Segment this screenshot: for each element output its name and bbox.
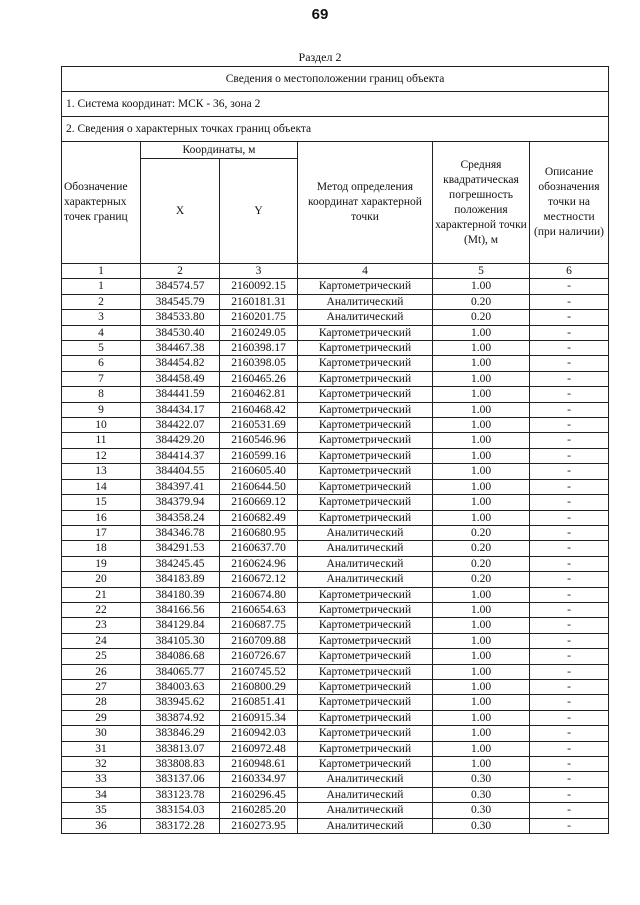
coord-y: 2160546.96: [220, 433, 298, 448]
table-row: [62, 572, 609, 587]
table-row: [62, 726, 609, 741]
error-value: 1.00: [433, 664, 530, 679]
point-number: 32: [62, 757, 141, 772]
error-value: 0.20: [433, 294, 530, 309]
error-value: 0.20: [433, 525, 530, 540]
header-point: Обозначение характерных точек границ: [62, 142, 141, 264]
coord-x: 383137.06: [141, 772, 220, 787]
description: -: [530, 279, 609, 294]
method: Картометрический: [298, 279, 433, 294]
table-row: [62, 479, 609, 494]
description: -: [530, 726, 609, 741]
coord-y: 2160800.29: [220, 679, 298, 694]
coord-x: 384003.63: [141, 679, 220, 694]
method: Картометрический: [298, 448, 433, 463]
point-number: 9: [62, 402, 141, 417]
coord-x: 384429.20: [141, 433, 220, 448]
coord-y: 2160948.61: [220, 757, 298, 772]
point-number: 16: [62, 510, 141, 525]
coord-y: 2160462.81: [220, 387, 298, 402]
method: Картометрический: [298, 602, 433, 617]
header-coords: Координаты, м: [141, 142, 298, 159]
point-number: 36: [62, 818, 141, 833]
table-row: [62, 525, 609, 540]
error-value: 1.00: [433, 679, 530, 694]
coord-y: 2160915.34: [220, 710, 298, 725]
description: -: [530, 541, 609, 556]
coord-y: 2160249.05: [220, 325, 298, 340]
description: -: [530, 679, 609, 694]
coord-x: 384183.89: [141, 572, 220, 587]
point-number: 20: [62, 572, 141, 587]
table-row: [62, 695, 609, 710]
error-value: 0.30: [433, 818, 530, 833]
point-number: 11: [62, 433, 141, 448]
coord-x: 384422.07: [141, 418, 220, 433]
coord-system-row: 1. Система координат: МСК - 36, зона 2: [62, 92, 609, 117]
error-value: 1.00: [433, 633, 530, 648]
description: -: [530, 556, 609, 571]
coord-y: 2160334.97: [220, 772, 298, 787]
column-number: 1: [62, 264, 141, 279]
table-row: [62, 818, 609, 833]
description: -: [530, 418, 609, 433]
coord-x: 384358.24: [141, 510, 220, 525]
point-number: 21: [62, 587, 141, 602]
error-value: 1.00: [433, 495, 530, 510]
point-number: 25: [62, 649, 141, 664]
method: Картометрический: [298, 402, 433, 417]
error-value: 1.00: [433, 726, 530, 741]
table-row: [62, 679, 609, 694]
point-number: 28: [62, 695, 141, 710]
table-row: [62, 495, 609, 510]
point-number: 3: [62, 310, 141, 325]
coord-y: 2160296.45: [220, 787, 298, 802]
table-row: [62, 510, 609, 525]
coord-x: 384065.77: [141, 664, 220, 679]
table-row: [62, 356, 609, 371]
error-value: 1.00: [433, 448, 530, 463]
method: Картометрический: [298, 510, 433, 525]
description: -: [530, 587, 609, 602]
table-row: [62, 279, 609, 294]
table-row: [62, 618, 609, 633]
point-number: 2: [62, 294, 141, 309]
column-number: 3: [220, 264, 298, 279]
method: Картометрический: [298, 341, 433, 356]
coord-x: 383123.78: [141, 787, 220, 802]
coord-x: 384086.68: [141, 649, 220, 664]
coord-x: 384441.59: [141, 387, 220, 402]
header-method: Метод определения координат характерной точки: [298, 142, 433, 264]
error-value: 0.30: [433, 787, 530, 802]
coord-x: 384530.40: [141, 325, 220, 340]
description: -: [530, 402, 609, 417]
error-value: 1.00: [433, 402, 530, 417]
coord-x: 384291.53: [141, 541, 220, 556]
method: Аналитический: [298, 525, 433, 540]
method: Картометрический: [298, 695, 433, 710]
coord-y: 2160972.48: [220, 741, 298, 756]
table-row: [62, 741, 609, 756]
method: Картометрический: [298, 356, 433, 371]
description: -: [530, 310, 609, 325]
page-number: 69: [311, 6, 329, 23]
method: Аналитический: [298, 294, 433, 309]
error-value: 1.00: [433, 710, 530, 725]
description: -: [530, 510, 609, 525]
table-row: [62, 664, 609, 679]
method: Аналитический: [298, 772, 433, 787]
coord-x: 384379.94: [141, 495, 220, 510]
header-y: Y: [220, 159, 298, 264]
coord-x: 384129.84: [141, 618, 220, 633]
coord-y: 2160092.15: [220, 279, 298, 294]
method: Аналитический: [298, 572, 433, 587]
table-row: [62, 541, 609, 556]
coord-x: 383874.92: [141, 710, 220, 725]
coord-x: 384533.80: [141, 310, 220, 325]
coord-y: 2160745.52: [220, 664, 298, 679]
error-value: 1.00: [433, 479, 530, 494]
description: -: [530, 572, 609, 587]
coord-x: 384458.49: [141, 371, 220, 386]
coord-y: 2160672.12: [220, 572, 298, 587]
coord-y: 2160285.20: [220, 803, 298, 818]
point-number: 5: [62, 341, 141, 356]
table-title: Сведения о местоположении границ объекта: [62, 67, 609, 92]
description: -: [530, 664, 609, 679]
method: Картометрический: [298, 325, 433, 340]
column-numbers-row: [62, 264, 609, 279]
error-value: 1.00: [433, 433, 530, 448]
description: -: [530, 772, 609, 787]
coord-y: 2160674.80: [220, 587, 298, 602]
error-value: 1.00: [433, 464, 530, 479]
error-value: 1.00: [433, 371, 530, 386]
method: Картометрический: [298, 464, 433, 479]
coord-x: 384166.56: [141, 602, 220, 617]
method: Аналитический: [298, 818, 433, 833]
error-value: 1.00: [433, 618, 530, 633]
description: -: [530, 433, 609, 448]
method: Аналитический: [298, 310, 433, 325]
error-value: 1.00: [433, 695, 530, 710]
coord-x: 384105.30: [141, 633, 220, 648]
coord-x: 383808.83: [141, 757, 220, 772]
error-value: 0.20: [433, 310, 530, 325]
coord-x: 383945.62: [141, 695, 220, 710]
table-row: [62, 294, 609, 309]
table-row: [62, 587, 609, 602]
method: Картометрический: [298, 495, 433, 510]
error-value: 1.00: [433, 325, 530, 340]
coord-y: 2160468.42: [220, 402, 298, 417]
coord-y: 2160669.12: [220, 495, 298, 510]
method: Картометрический: [298, 387, 433, 402]
description: -: [530, 525, 609, 540]
point-number: 18: [62, 541, 141, 556]
coord-y: 2160605.40: [220, 464, 298, 479]
table-row: [62, 803, 609, 818]
coord-y: 2160624.96: [220, 556, 298, 571]
coord-x: 384467.38: [141, 341, 220, 356]
coord-y: 2160709.88: [220, 633, 298, 648]
coord-x: 384404.55: [141, 464, 220, 479]
method: Аналитический: [298, 541, 433, 556]
method: Картометрический: [298, 757, 433, 772]
method: Картометрический: [298, 726, 433, 741]
coord-x: 384414.37: [141, 448, 220, 463]
description: -: [530, 618, 609, 633]
method: Картометрический: [298, 479, 433, 494]
method: Аналитический: [298, 787, 433, 802]
table-row: [62, 464, 609, 479]
coord-y: 2160726.67: [220, 649, 298, 664]
table-row: [62, 602, 609, 617]
coord-x: 384397.41: [141, 479, 220, 494]
description: -: [530, 448, 609, 463]
coord-y: 2160654.63: [220, 602, 298, 617]
error-value: 1.00: [433, 418, 530, 433]
error-value: 1.00: [433, 356, 530, 371]
point-number: 14: [62, 479, 141, 494]
description: -: [530, 341, 609, 356]
coord-y: 2160273.95: [220, 818, 298, 833]
description: -: [530, 294, 609, 309]
coord-x: 383846.29: [141, 726, 220, 741]
coord-x: 384245.45: [141, 556, 220, 571]
table-row: [62, 325, 609, 340]
point-number: 23: [62, 618, 141, 633]
coord-y: 2160687.75: [220, 618, 298, 633]
coord-y: 2160531.69: [220, 418, 298, 433]
method: Картометрический: [298, 418, 433, 433]
point-number: 27: [62, 679, 141, 694]
description: -: [530, 695, 609, 710]
point-number: 17: [62, 525, 141, 540]
error-value: 1.00: [433, 757, 530, 772]
table-row: [62, 402, 609, 417]
description: -: [530, 479, 609, 494]
point-number: 31: [62, 741, 141, 756]
table-row: [62, 649, 609, 664]
coord-y: 2160644.50: [220, 479, 298, 494]
error-value: 1.00: [433, 387, 530, 402]
point-number: 8: [62, 387, 141, 402]
description: -: [530, 495, 609, 510]
coord-y: 2160398.17: [220, 341, 298, 356]
table-row: [62, 556, 609, 571]
column-number: 6: [530, 264, 609, 279]
point-number: 19: [62, 556, 141, 571]
error-value: 1.00: [433, 341, 530, 356]
point-number: 26: [62, 664, 141, 679]
description: -: [530, 649, 609, 664]
method: Картометрический: [298, 679, 433, 694]
description: -: [530, 818, 609, 833]
table-row: [62, 310, 609, 325]
error-value: 0.20: [433, 556, 530, 571]
point-number: 33: [62, 772, 141, 787]
coord-y: 2160851.41: [220, 695, 298, 710]
boundary-points-table: [61, 66, 609, 834]
point-number: 12: [62, 448, 141, 463]
method: Картометрический: [298, 433, 433, 448]
point-number: 10: [62, 418, 141, 433]
error-value: 1.00: [433, 510, 530, 525]
error-value: 1.00: [433, 602, 530, 617]
method: Картометрический: [298, 587, 433, 602]
description: -: [530, 803, 609, 818]
point-number: 22: [62, 602, 141, 617]
coord-y: 2160942.03: [220, 726, 298, 741]
point-number: 35: [62, 803, 141, 818]
error-value: 1.00: [433, 741, 530, 756]
description: -: [530, 633, 609, 648]
method: Картометрический: [298, 664, 433, 679]
error-value: 1.00: [433, 649, 530, 664]
table-row: [62, 448, 609, 463]
point-number: 7: [62, 371, 141, 386]
description: -: [530, 464, 609, 479]
method: Аналитический: [298, 556, 433, 571]
coord-x: 384454.82: [141, 356, 220, 371]
point-number: 1: [62, 279, 141, 294]
header-x: X: [141, 159, 220, 264]
table-row: [62, 371, 609, 386]
error-value: 0.30: [433, 772, 530, 787]
description: -: [530, 325, 609, 340]
table-row: [62, 433, 609, 448]
table-row: [62, 633, 609, 648]
table-row: [62, 710, 609, 725]
method: Картометрический: [298, 633, 433, 648]
point-number: 30: [62, 726, 141, 741]
coord-y: 2160201.75: [220, 310, 298, 325]
table-row: [62, 418, 609, 433]
section-label: Раздел 2: [298, 50, 342, 64]
description: -: [530, 757, 609, 772]
coord-y: 2160465.26: [220, 371, 298, 386]
table-row: [62, 387, 609, 402]
coord-y: 2160181.31: [220, 294, 298, 309]
table-row: [62, 772, 609, 787]
table-row: [62, 787, 609, 802]
coord-y: 2160398.05: [220, 356, 298, 371]
point-number: 4: [62, 325, 141, 340]
column-number: 4: [298, 264, 433, 279]
point-number: 34: [62, 787, 141, 802]
description: -: [530, 356, 609, 371]
coord-y: 2160599.16: [220, 448, 298, 463]
table-row: [62, 341, 609, 356]
description: -: [530, 787, 609, 802]
description: -: [530, 387, 609, 402]
point-number: 24: [62, 633, 141, 648]
coord-x: 383154.03: [141, 803, 220, 818]
description: -: [530, 710, 609, 725]
coord-y: 2160637.70: [220, 541, 298, 556]
method: Картометрический: [298, 741, 433, 756]
error-value: 1.00: [433, 279, 530, 294]
header-description: Описание обозначения точки на местности (при наличии): [530, 142, 609, 264]
column-number: 5: [433, 264, 530, 279]
coord-x: 384346.78: [141, 525, 220, 540]
point-number: 15: [62, 495, 141, 510]
coord-x: 384180.39: [141, 587, 220, 602]
description: -: [530, 602, 609, 617]
method: Картометрический: [298, 649, 433, 664]
error-value: 0.20: [433, 572, 530, 587]
point-number: 13: [62, 464, 141, 479]
method: Картометрический: [298, 371, 433, 386]
coord-y: 2160680.95: [220, 525, 298, 540]
coord-x: 383813.07: [141, 741, 220, 756]
method: Картометрический: [298, 618, 433, 633]
coord-x: 384545.79: [141, 294, 220, 309]
coord-x: 384434.17: [141, 402, 220, 417]
table-row: [62, 757, 609, 772]
point-number: 29: [62, 710, 141, 725]
column-number: 2: [141, 264, 220, 279]
points-caption-row: 2. Сведения о характерных точках границ объекта: [62, 117, 609, 142]
coord-x: 383172.28: [141, 818, 220, 833]
coord-x: 384574.57: [141, 279, 220, 294]
error-value: 0.30: [433, 803, 530, 818]
description: -: [530, 741, 609, 756]
point-number: 6: [62, 356, 141, 371]
description: -: [530, 371, 609, 386]
coord-y: 2160682.49: [220, 510, 298, 525]
method: Аналитический: [298, 803, 433, 818]
error-value: 0.20: [433, 541, 530, 556]
error-value: 1.00: [433, 587, 530, 602]
method: Картометрический: [298, 710, 433, 725]
header-error: Средняя квадратическая погрешность положения характерной точки (Mt), м: [433, 142, 530, 264]
